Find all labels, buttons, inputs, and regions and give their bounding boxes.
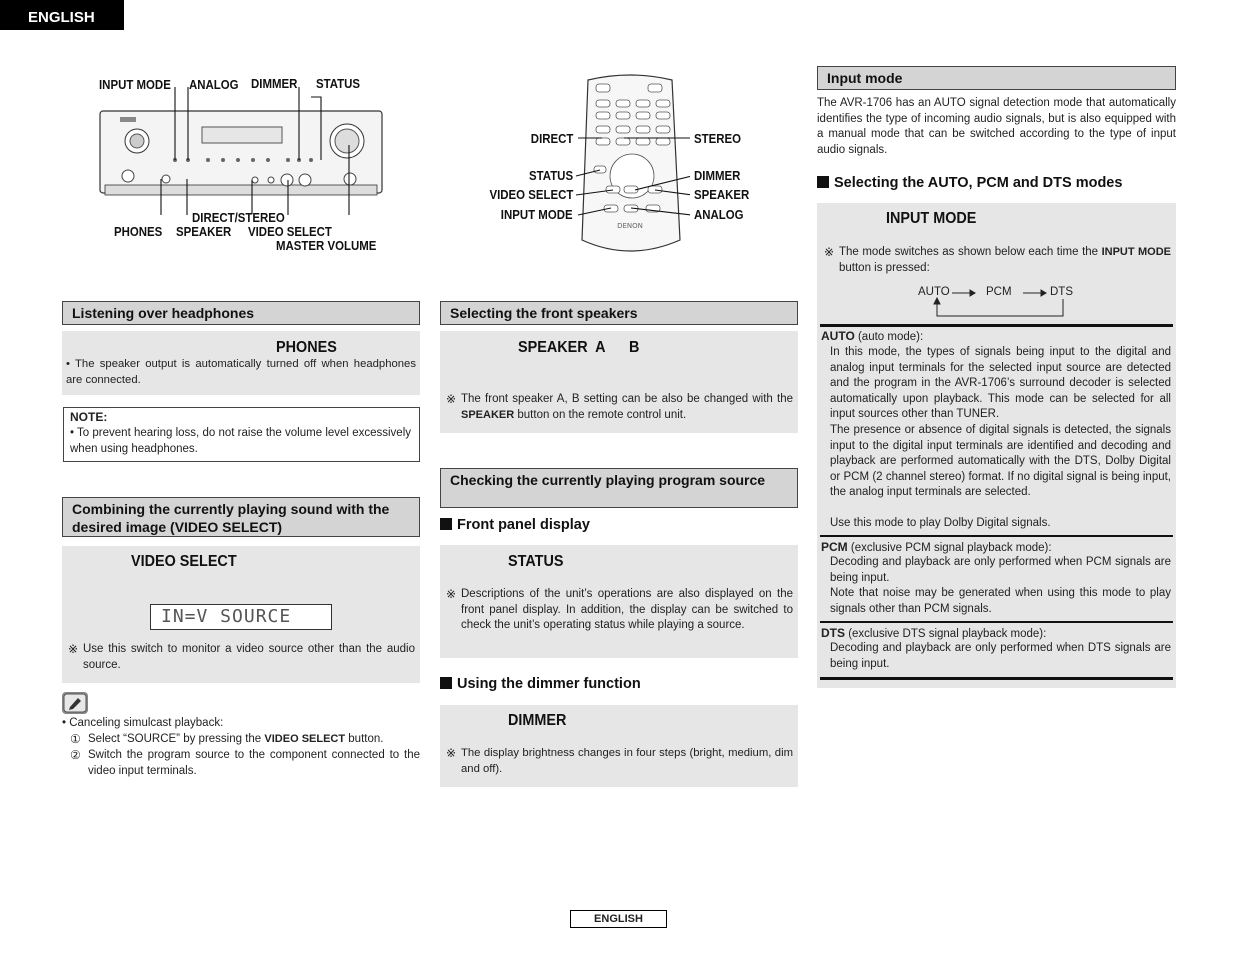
front-dimmer-label: DIMMER [251,76,298,91]
square-bullet-icon [440,518,452,530]
auto-pcm-dts-heading: Selecting the AUTO, PCM and DTS modes [817,175,1122,191]
step-2-text: Switch the program source to the component connected to the video input terminals. [88,749,420,777]
front-panel-display-heading: Front panel display [440,517,590,533]
video-select-section-title: Combining the currently playing sound with the desired image (VIDEO SELECT) [62,497,420,537]
svg-text:DENON: DENON [617,222,643,230]
remote-control-image [570,70,690,260]
remote-analog-label: ANALOG [694,207,744,222]
front-speaker-label: SPEAKER [176,224,232,239]
dimmer-box [440,705,798,787]
front-status-label: STATUS [316,76,361,91]
input-mode-box [817,203,1176,688]
program-source-section-title: Checking the currently playing program source [440,468,798,508]
cycle-auto: AUTO [918,286,950,298]
note-mark-icon: ※ [446,587,457,601]
front-direct-stereo-label: DIRECT/STEREO [192,210,285,225]
remote-video-select-label: VIDEO SELECT [489,187,573,202]
note-mark-icon: ※ [446,746,457,760]
step-1-number: ① [70,732,81,746]
status-note: Descriptions of the unit’s operations are also displayed on the front panel display. In addition, the display can be switched to check the unit’s operating status while playing a source. [461,588,793,632]
input-mode-intro: The AVR-1706 has an AUTO signal detection mode that automatically identifies the type of incoming audio signals, but is also equipped with a manual mode that can be switched according to the type of input audio signals. [817,97,1176,156]
footer-language-label: ENGLISH [570,910,667,928]
pcm-mode-p2: Note that noise may be generated when using this mode to play signals other than PCM signals. [830,587,1171,615]
remote-direct-label: DIRECT [530,131,573,146]
phones-button-label: PHONES [276,339,337,356]
square-bullet-icon [817,176,829,188]
headphones-note-box [63,407,420,462]
auto-mode-p2: The presence or absence of digital signals is detected, the signals input to the digital input terminals are identified and decoding and playback are performed automatically with the DTS, Dolby Digital or PCM (2 channel stereo) format. If no digital signal is being input, the analog input terminals are selected. [830,424,1171,499]
front-phones-label: PHONES [114,224,163,239]
video-select-button-label: VIDEO SELECT [131,553,237,570]
video-select-note: Use this switch to monitor a video source other than the audio source. [83,643,415,671]
language-tab: ENGLISH [0,0,124,30]
status-button-label: STATUS [508,553,564,570]
dimmer-heading: Using the dimmer function [440,676,641,692]
remote-dimmer-label: DIMMER [694,168,741,183]
note-mark-icon: ※ [824,245,835,259]
auto-mode-p1: In this mode, the types of signals being input to the digital and analog input terminals for the selected input source are detected and the program in the AVR-1706’s surround decoder is selected automatically upon playback. This mode can be selected for all input sources other than TUNER. [830,346,1171,421]
note-mark-icon: ※ [68,642,79,656]
divider [820,535,1173,537]
input-mode-button-label: INPUT MODE [886,210,977,227]
receiver-front-panel-image [95,85,395,215]
divider [820,324,1173,327]
speaker-button-label: SPEAKER A B [518,339,640,356]
pcm-mode-heading: PCM (exclusive PCM signal playback mode): [821,540,1052,554]
step-1-text: Select “SOURCE” by pressing the VIDEO SELECT button. [88,733,384,745]
input-mode-section-title: Input mode [817,66,1176,90]
cycle-dts: DTS [1050,286,1073,298]
cycle-arrows [917,283,1077,323]
cycle-pcm: PCM [986,286,1012,298]
front-video-select-label: VIDEO SELECT [248,224,332,239]
auto-mode-heading: AUTO (auto mode): [821,329,924,343]
auto-mode-p3: Use this mode to play Dolby Digital signals. [830,517,1051,529]
dimmer-note: The display brightness changes in four steps (bright, medium, dim and off). [461,747,793,775]
dts-mode-heading: DTS (exclusive DTS signal playback mode): [821,626,1047,640]
remote-stereo-label: STEREO [694,131,742,146]
divider [820,677,1173,680]
remote-speaker-label: SPEAKER [694,187,750,202]
headphones-text: • The speaker output is automatically turned off when headphones are connected. [66,358,416,386]
divider [820,621,1173,623]
pcm-mode-p1: Decoding and playback are only performed when PCM signals are being input. [830,556,1171,584]
cancel-simulcast-title: • Canceling simulcast playback: [62,717,224,729]
dts-mode-p1: Decoding and playback are only performed when DTS signals are being input. [830,642,1171,670]
step-2-number: ② [70,748,81,762]
note-mark-icon: ※ [446,392,457,406]
status-box [440,545,798,658]
lcd-display: IN=V SOURCE [150,604,332,630]
front-analog-label: ANALOG [189,77,239,92]
headphones-section-title: Listening over headphones [62,301,420,325]
headphones-box [62,331,420,395]
video-select-box [62,546,420,683]
front-input-mode-label: INPUT MODE [99,77,171,92]
dimmer-button-label: DIMMER [508,712,567,729]
input-mode-note: The mode switches as shown below each time the INPUT MODE button is pressed: [839,246,1171,274]
front-master-volume-label: MASTER VOLUME [276,238,377,253]
square-bullet-icon [440,677,452,689]
note-label: NOTE: [70,410,108,424]
remote-status-label: STATUS [528,168,573,183]
front-speakers-note: The front speaker A, B setting can be also be changed with the SPEAKER button on the remote control unit. [461,393,793,421]
headphones-note-text: • To prevent hearing loss, do not raise the volume level excessively when using headphones. [70,427,411,455]
pencil-icon [62,692,88,714]
remote-input-mode-label: INPUT MODE [501,207,573,222]
front-speakers-box [440,331,798,433]
front-speakers-section-title: Selecting the front speakers [440,301,798,325]
